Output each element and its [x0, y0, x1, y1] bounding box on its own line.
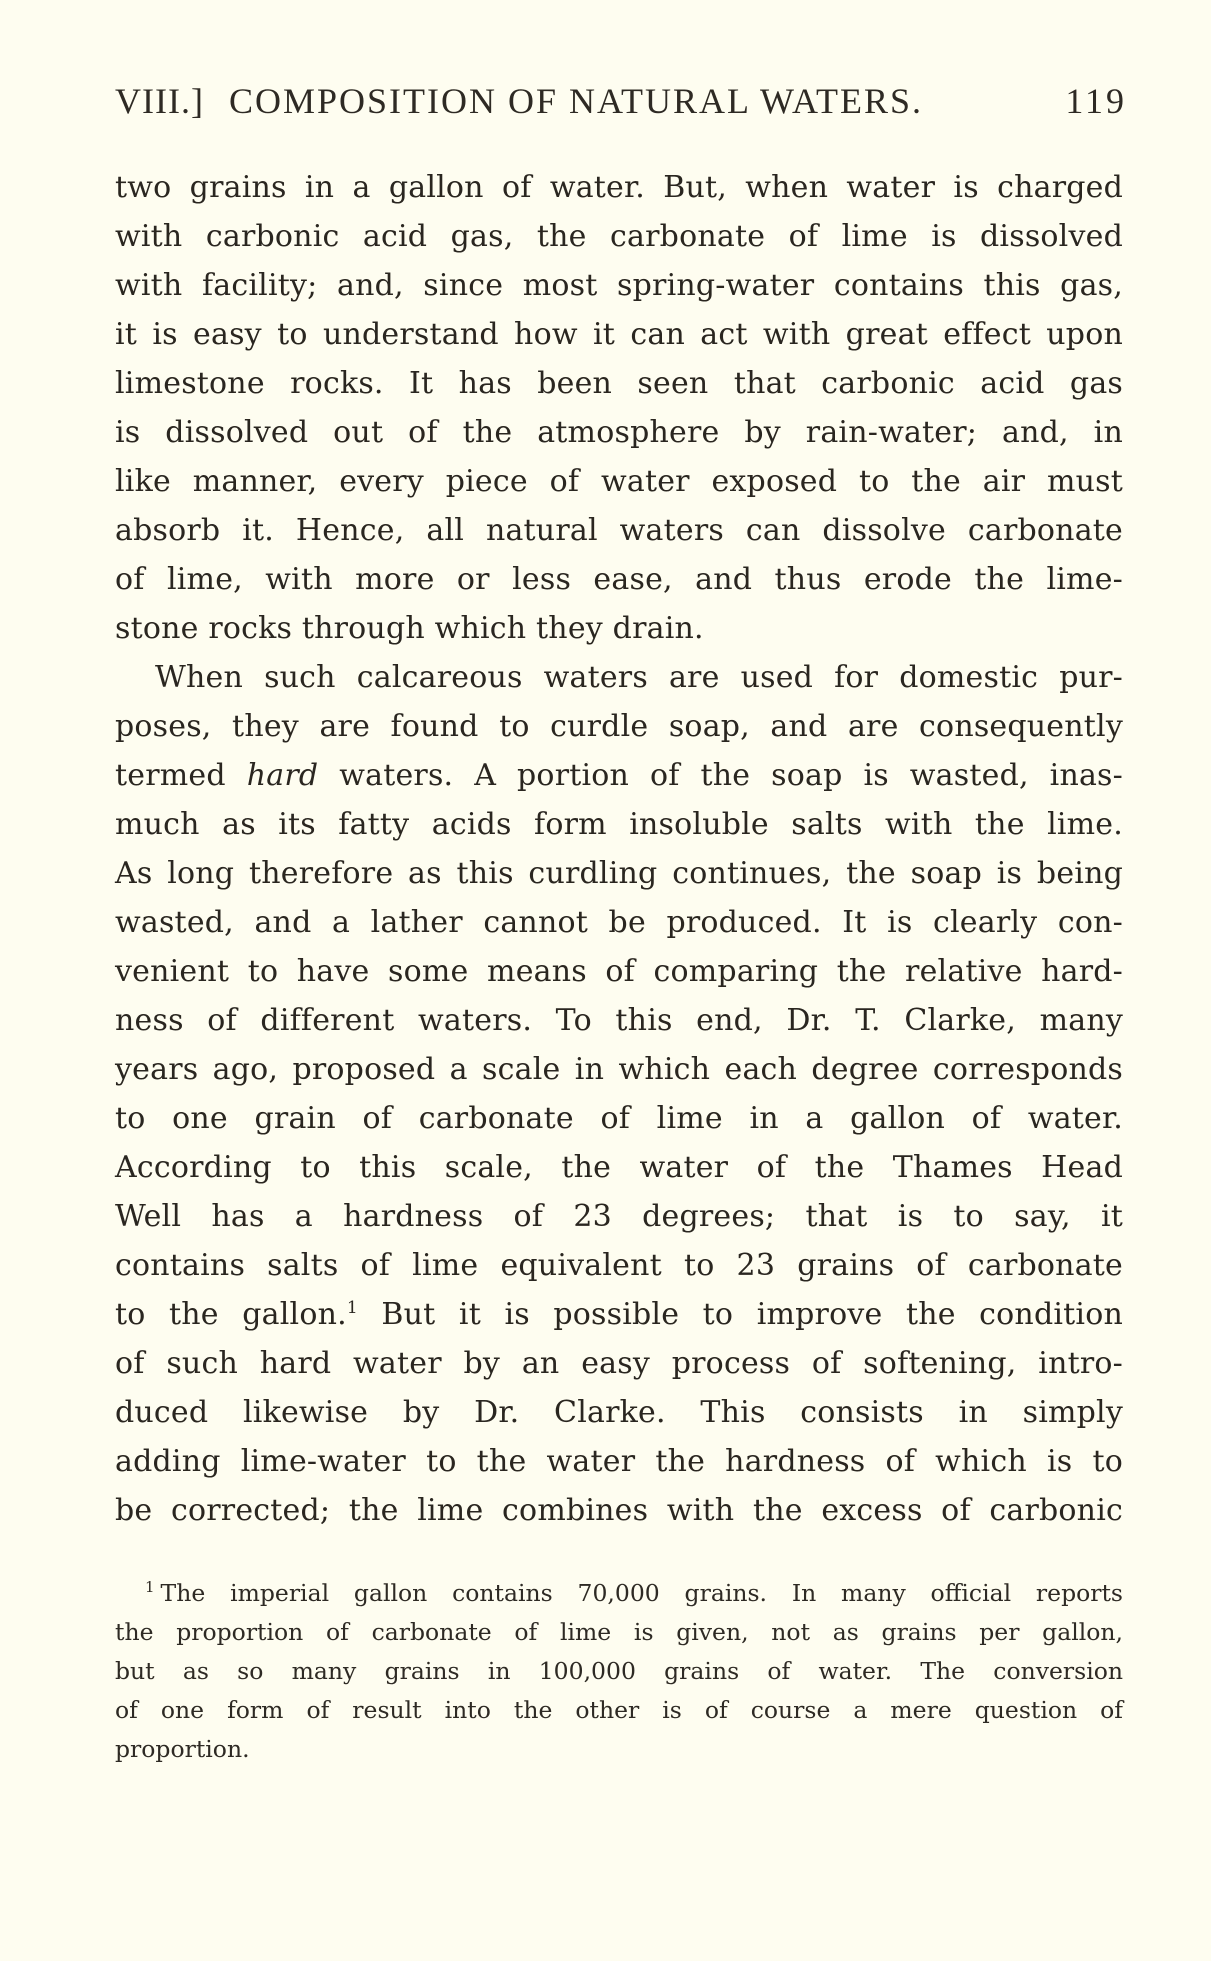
- text-line: is dissolved out of the atmosphere by rain-water; and, in: [115, 415, 1123, 450]
- text-line: poses, they are found to curdle soap, and are consequently: [115, 709, 1123, 744]
- footnote-mark: 1: [145, 1578, 155, 1597]
- text-line: much as its fatty acids form insoluble salts with the lime.: [115, 807, 1123, 842]
- chapter-marker: VIII.]: [115, 81, 204, 121]
- running-header: [115, 80, 1127, 130]
- text-line: When such calcareous waters are used for domestic pur-: [155, 660, 1123, 695]
- text-line: to one grain of carbonate of lime in a gallon of water.: [115, 1101, 1123, 1136]
- text-line: be corrected; the lime combines with the excess of carbonic: [115, 1493, 1123, 1528]
- text-line-with-footnote-ref: [115, 1290, 1123, 1339]
- text-segment: But it is possible to improve the condition: [381, 1297, 1123, 1332]
- footnote-text: The imperial gallon contains 70,000 grains. In many official reports: [160, 1579, 1123, 1607]
- text-line: Well has a hardness of 23 degrees; that is to say, it: [115, 1199, 1123, 1234]
- text-segment: termed: [115, 758, 226, 793]
- text-line: years ago, proposed a scale in which each degree corresponds: [115, 1052, 1123, 1087]
- text-segment: waters. A portion of the soap is wasted, inas-: [339, 758, 1123, 793]
- text-line: it is easy to understand how it can act with great effect upon: [115, 317, 1123, 352]
- text-line: venient to have some means of comparing the relative hard-: [115, 954, 1123, 989]
- text-line: with facility; and, since most spring-water contains this gas,: [115, 268, 1123, 303]
- text-line: like manner, every piece of water exposed to the air must: [115, 464, 1123, 499]
- text-line: contains salts of lime equivalent to 23 grains of carbonate: [115, 1248, 1123, 1283]
- footnote-line: proportion.: [115, 1735, 250, 1763]
- text-line: limestone rocks. It has been seen that carbonic acid gas: [115, 366, 1123, 401]
- footnote-section: [115, 1574, 1123, 1769]
- text-line: According to this scale, the water of the Thames Head: [115, 1150, 1123, 1185]
- text-line: ness of different waters. To this end, Dr. T. Clarke, many: [115, 1003, 1123, 1038]
- page-number: 119: [1065, 81, 1127, 121]
- footnote-reference[interactable]: 1: [346, 1298, 358, 1318]
- text-line: absorb it. Hence, all natural waters can dissolve carbonate: [115, 513, 1123, 548]
- text-line: with carbonic acid gas, the carbonate of lime is dissolved: [115, 219, 1123, 254]
- text-line-with-italic: [115, 751, 1123, 800]
- text-line: As long therefore as this curdling continues, the soap is being: [115, 856, 1123, 891]
- text-line: wasted, and a lather cannot be produced. It is clearly con-: [115, 905, 1123, 940]
- text-line: of lime, with more or less ease, and thus erode the lime-: [115, 562, 1123, 597]
- text-line: two grains in a gallon of water. But, when water is charged: [115, 170, 1123, 205]
- footnote-line: the proportion of carbonate of lime is given, not as grains per gallon,: [115, 1618, 1123, 1646]
- text-line: of such hard water by an easy process of softening, intro-: [115, 1346, 1123, 1381]
- footnote-line: [115, 1574, 1123, 1613]
- running-title: COMPOSITION OF NATURAL WATERS.: [229, 81, 924, 121]
- body-text: [115, 163, 1123, 1535]
- text-line: stone rocks through which they drain.: [115, 611, 704, 646]
- text-line: duced likewise by Dr. Clarke. This consists in simply: [115, 1395, 1123, 1430]
- text-segment: to the gallon.: [115, 1297, 347, 1332]
- italic-term: hard: [246, 758, 319, 793]
- footnote-line: of one form of result into the other is of course a mere question of: [115, 1696, 1123, 1724]
- text-line: adding lime-water to the water the hardness of which is to: [115, 1444, 1123, 1479]
- footnote-line: but as so many grains in 100,000 grains of water. The conversion: [115, 1657, 1123, 1685]
